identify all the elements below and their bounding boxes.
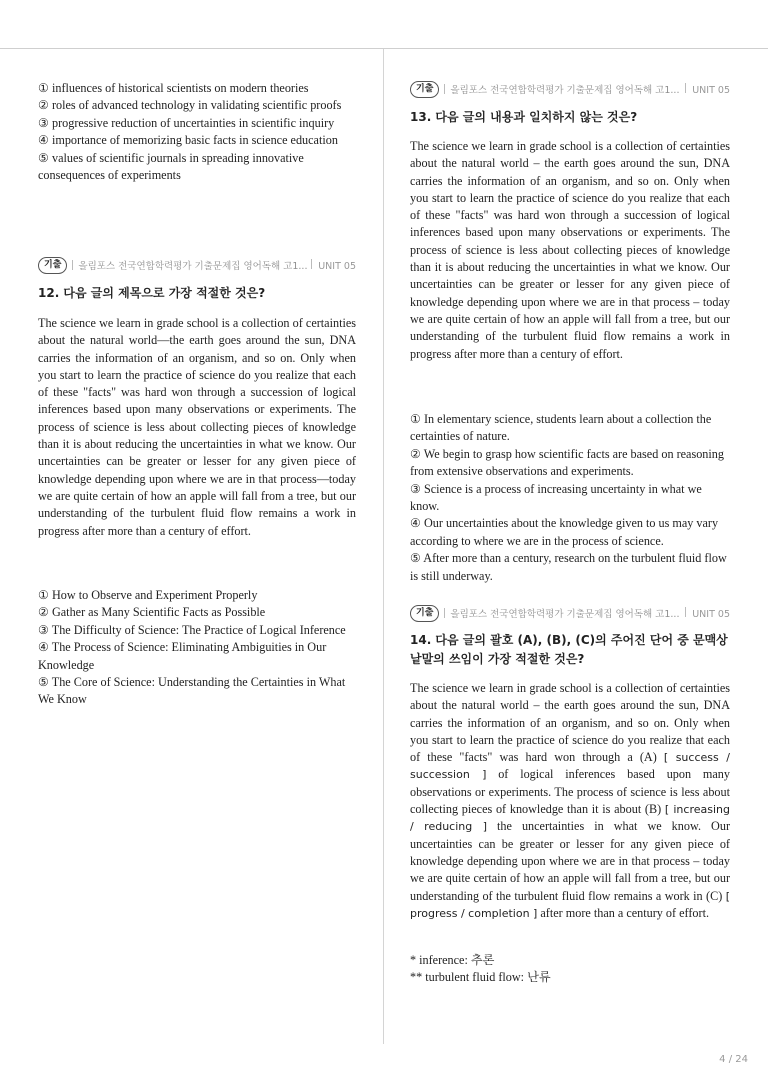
- unit-label: [685, 607, 730, 620]
- q13-option-5: ⑤ After more than a century, research on the turbulent fluid flow is still underway.: [410, 551, 727, 583]
- past-exam-badge: 기출: [410, 81, 439, 98]
- q13-passage: The science we learn in grade school is a collection of certainties about the natural world – the earth goes around the sun, DNA carries the information of an organism, and so on. Only when you start to learn the practice of science do you realize that each of these "facts" was hard won through a succession of logical inferences based upon many observations or experiments. The process of science is less about collecting pieces of knowledge than it is about reducing the uncertainties in what we know. Our uncertainties can be greater or lesser for any given piece of knowledge depending upon where we are in that process – today we are quite certain of how an apple will fall from a tree, but our understanding of the turbulent fluid flow remains a work in progress after more than a century of effort.: [410, 139, 730, 361]
- header-separator: [444, 608, 445, 618]
- q11-options: [38, 80, 356, 184]
- q12-passage: The science we learn in grade school is a collection of certainties about the natural world—the earth goes around the sun, DNA carries the information of an organism, and so on. Only when you start to learn the practice of science do you realize that each of these "facts" was hard won through a succession of logical inferences based upon many observations or experiments. The process of science is less about collecting pieces of knowledge than it is about reducing the uncertainties in what we know. Our uncertainties can be greater or lesser for any given piece of knowledge depending upon where we are in that process—today we are quite certain of how an apple will fall from a tree, but our understanding of the turbulent fluid flow remains a work in progress after more than a century of effort.: [38, 316, 356, 538]
- page-number: 4 / 24: [719, 1054, 748, 1065]
- header-separator: [444, 84, 445, 94]
- q14-passage-part-3: the uncertainties in what we know. Our uncertainties can be greater or lesser for any given piece of knowledge depending upon where we are in that process – today we are quite certain of how an apple will fall from a tree, but our understanding of the turbulent fluid flow remains a work in (C): [410, 819, 730, 903]
- q13-option-1: ① In elementary science, students learn about a collection the certainties of nature.: [410, 412, 712, 444]
- q14-title: 14. 다음 글의 괄호 (A), (B), (C)의 주어진 단어 중 문맥상 낱말의 쓰임이 가장 적절한 것은?: [410, 633, 728, 666]
- past-exam-badge: 기출: [410, 605, 439, 622]
- source-label: 올림포스 전국연합학력평가 기출문제집 영어독해 고1...: [450, 609, 680, 620]
- q11-option-1: ① influences of historical scientists on modern theories: [38, 81, 309, 95]
- q12-header: [38, 256, 356, 274]
- q11-option-5: ⑤ values of scientific journals in spreading innovative consequences of experiments: [38, 150, 304, 183]
- unit-label: [311, 259, 356, 272]
- q12-option-1: ① How to Observe and Experiment Properly: [38, 588, 258, 602]
- q14-header: [410, 604, 730, 622]
- q14-passage-part-4: after more than a century of effort.: [537, 905, 710, 920]
- q12-option-5: ⑤ The Core of Science: Understanding the Certainties in What We Know: [38, 675, 346, 707]
- q12-option-3: ③ The Difficulty of Science: The Practice of Logical Inference: [38, 622, 346, 637]
- q14-footnotes: [410, 952, 730, 987]
- q14-passage: [410, 680, 730, 922]
- q11-option-4: ④ importance of memorizing basic facts in science education: [38, 133, 338, 148]
- q14-passage-part-2: of logical inferences based upon many observations or experiments. The process of science is less about collecting pieces of knowledge than it is about (B): [410, 767, 730, 817]
- column-divider: [383, 49, 384, 1044]
- q11-option-3: ③ progressive reduction of uncertainties in scientific inquiry: [38, 115, 335, 130]
- unit-text: UNIT 05: [318, 260, 356, 272]
- q13-options: [410, 411, 730, 585]
- q14-bracket-a: [ success / succession ]: [410, 751, 730, 782]
- source-label: 올림포스 전국연합학력평가 기출문제집 영어독해 고1...: [78, 261, 308, 272]
- q12-option-4: ④ The Process of Science: Eliminating Ambiguities in Our Knowledge: [38, 640, 327, 672]
- past-exam-badge: 기출: [38, 257, 67, 274]
- unit-label: [685, 83, 730, 96]
- q14-bracket-b: [ increasing / reducing ]: [410, 803, 730, 834]
- q13-option-3: ③ Science is a process of increasing uncertainty in what we know.: [410, 481, 702, 514]
- footnote-turbulent-flow: ** turbulent fluid flow: 난류: [410, 970, 551, 985]
- q13-title: 13. 다음 글의 내용과 일치하지 않는 것은?: [410, 110, 638, 124]
- unit-text: UNIT 05: [692, 608, 730, 620]
- q14-bracket-c: [ progress / completion ]: [410, 889, 730, 920]
- q13-option-2: ② We begin to grasp how scientific facts are based on reasoning from extensive observations and experiments.: [410, 446, 724, 479]
- unit-text: UNIT 05: [692, 84, 730, 96]
- q12-options: [38, 587, 356, 709]
- q12-title: 12. 다음 글의 제목으로 가장 적절한 것은?: [38, 286, 266, 300]
- source-label: 올림포스 전국연합학력평가 기출문제집 영어독해 고1...: [450, 85, 680, 96]
- q13-option-4: ④ Our uncertainties about the knowledge given to us may vary according to where we are in the process of science.: [410, 516, 719, 548]
- q12-option-2: ② Gather as Many Scientific Facts as Possible: [38, 605, 266, 620]
- header-separator: [72, 260, 73, 270]
- q11-option-2: ② roles of advanced technology in validating scientific proofs: [38, 98, 342, 113]
- top-rule: [0, 48, 768, 49]
- q14-passage-part-1: The science we learn in grade school is a collection of certainties about the natural world – the earth goes around the sun, DNA carries the information of an organism, and so on. Only when you start to learn the practice of science do you realize that each of these "facts" was hard won through a (A): [410, 681, 730, 765]
- footnote-inference: * inference: 추론: [410, 953, 495, 967]
- q13-header: [410, 80, 730, 98]
